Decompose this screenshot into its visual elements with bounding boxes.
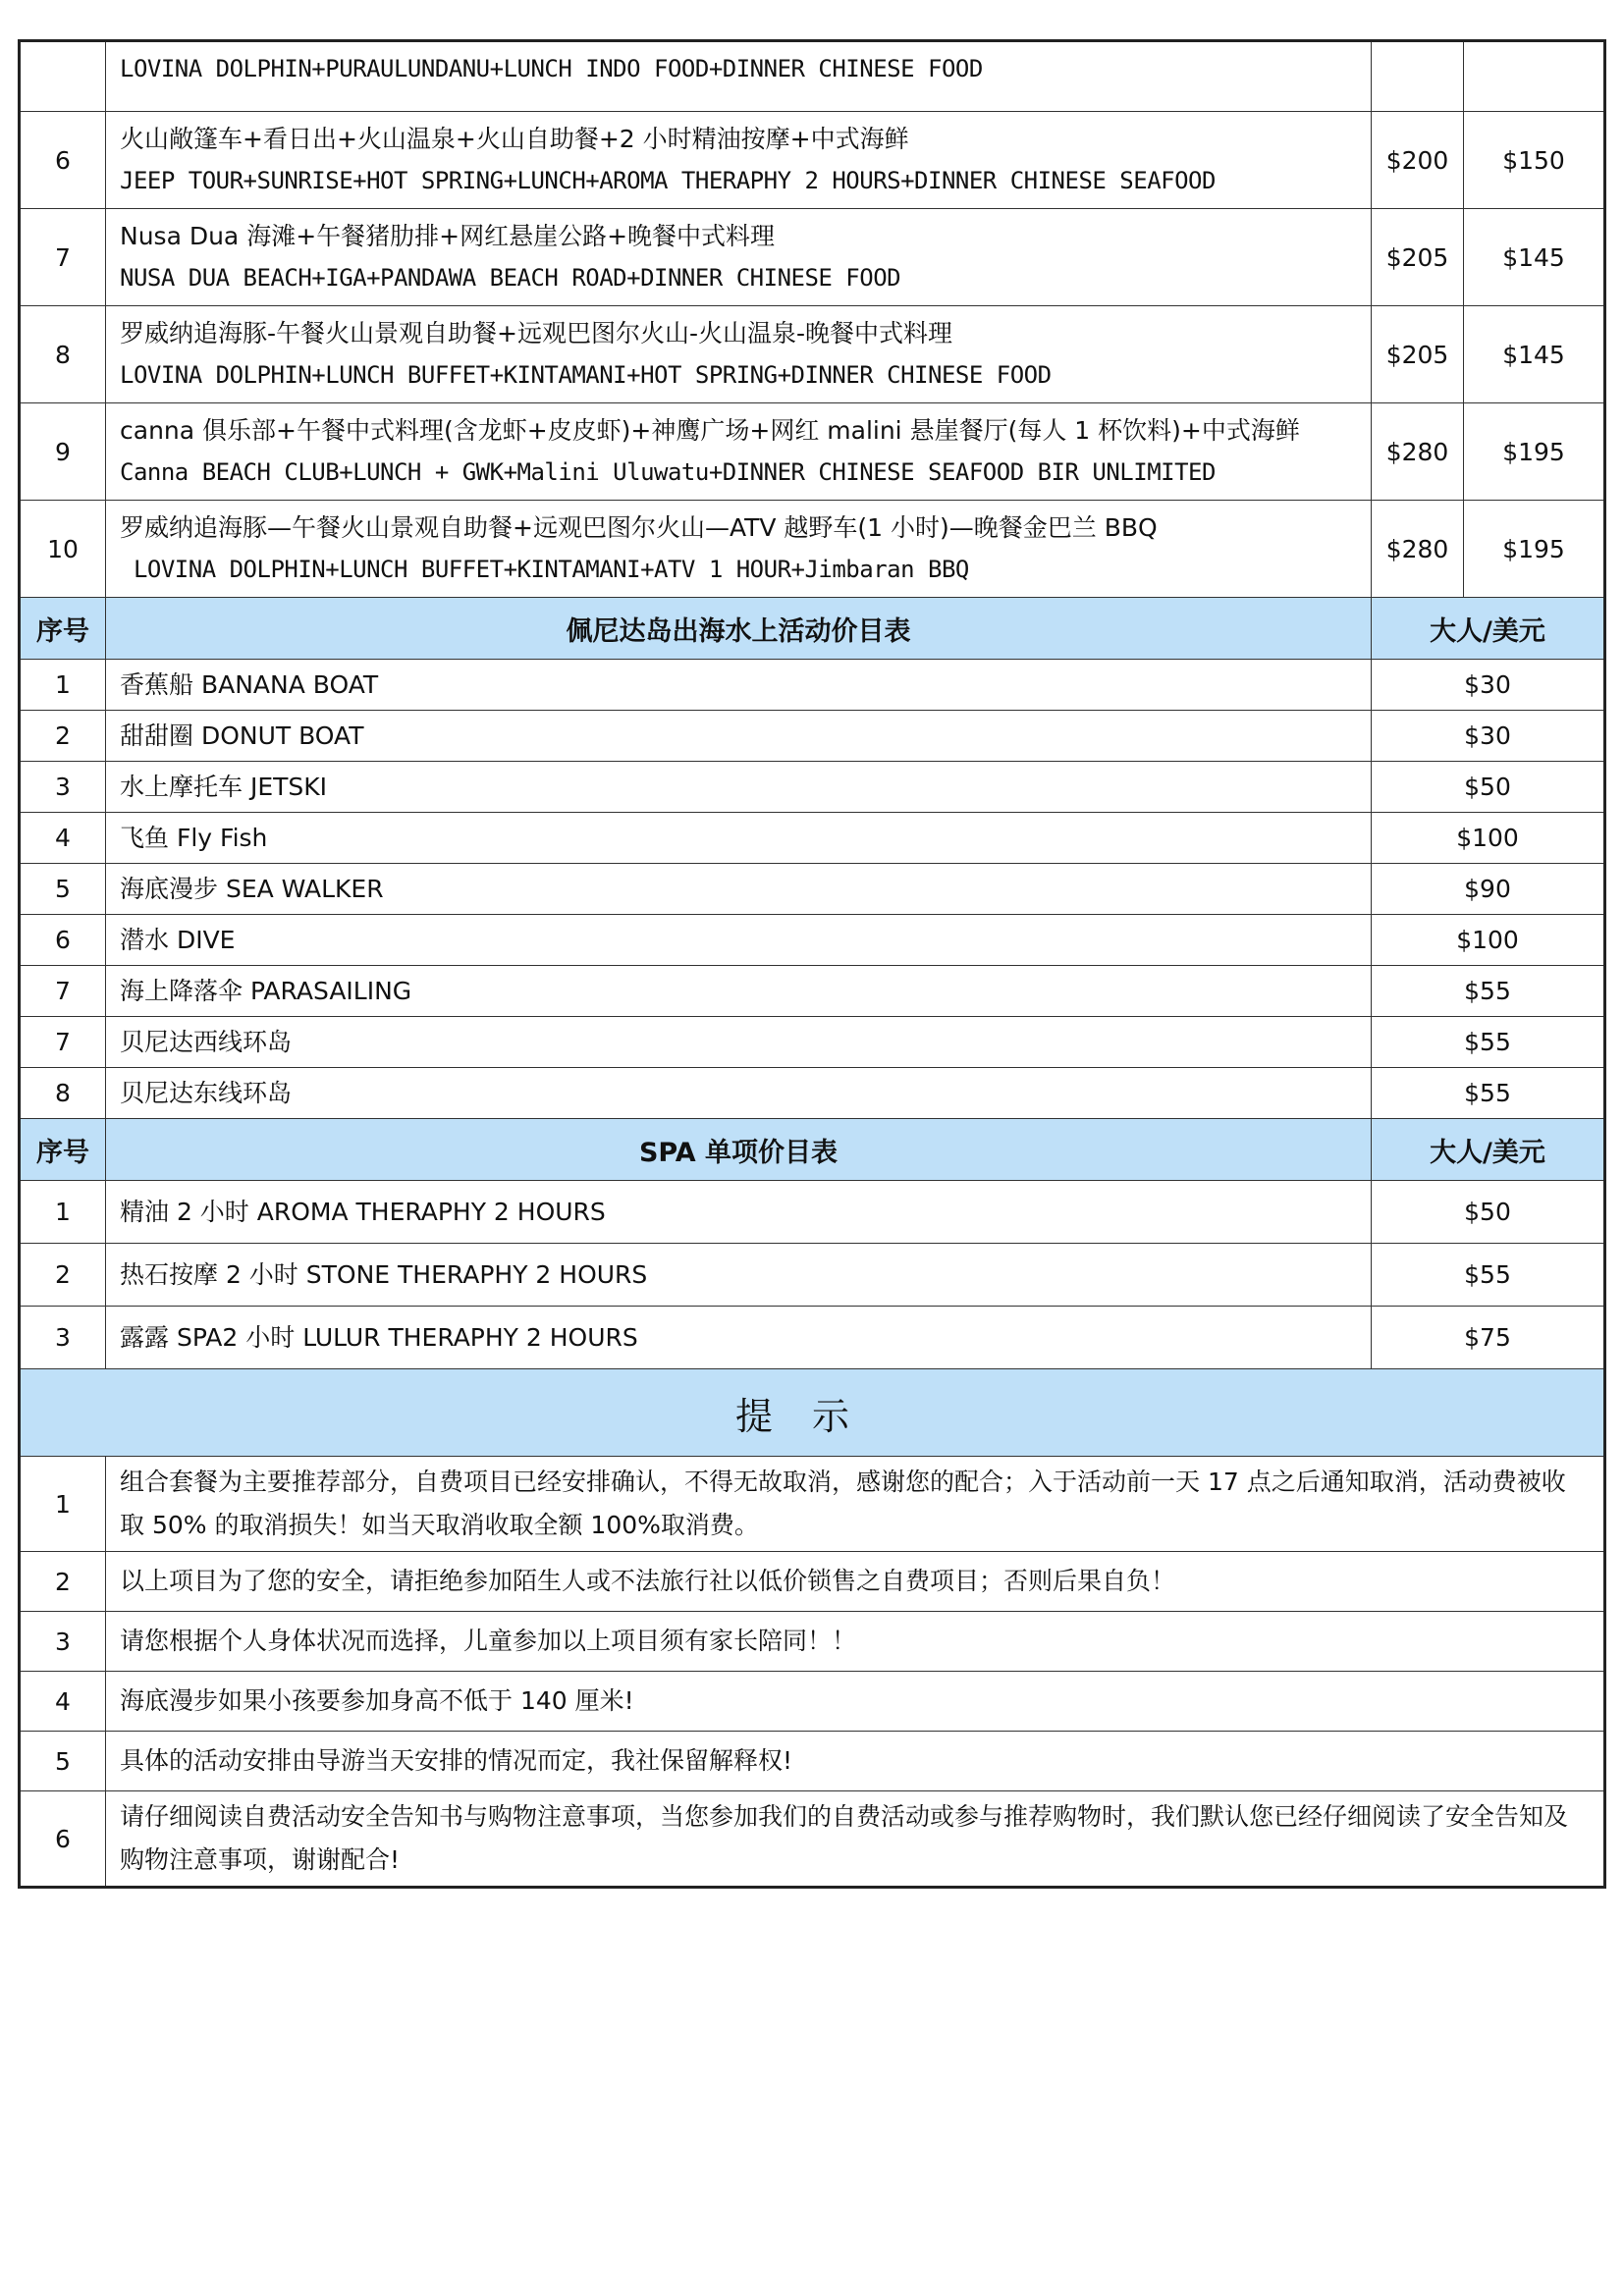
- package-row: [20, 112, 1605, 209]
- package-description: [106, 501, 1372, 598]
- package-child-price: $195: [1464, 403, 1605, 501]
- tip-number: 2: [20, 1552, 106, 1612]
- package-child-price: [1464, 41, 1605, 112]
- package-adult-price: $205: [1372, 306, 1464, 403]
- water-price: $55: [1372, 966, 1605, 1017]
- package-row: [20, 306, 1605, 403]
- tip-number: 3: [20, 1612, 106, 1672]
- package-child-price: $150: [1464, 112, 1605, 209]
- package-row: [20, 209, 1605, 306]
- package-description: [106, 209, 1372, 306]
- tip-text: 请仔细阅读自费活动安全告知书与购物注意事项，当您参加我们的自费活动或参与推荐购物时，我们默认您已经仔细阅读了安全告知及购物注意事项，谢谢配合!: [106, 1791, 1605, 1888]
- spa-header-title: SPA 单项价目表: [106, 1119, 1372, 1181]
- water-number: 1: [20, 660, 106, 711]
- tip-number: 1: [20, 1457, 106, 1552]
- spa-row: [20, 1181, 1605, 1244]
- package-number: 9: [20, 403, 106, 501]
- price-sheet: [18, 39, 1606, 1889]
- water-number: 6: [20, 915, 106, 966]
- water-price: $30: [1372, 660, 1605, 711]
- water-header-number: 序号: [20, 598, 106, 660]
- tip-number: 6: [20, 1791, 106, 1888]
- package-description: [106, 403, 1372, 501]
- package-number: 8: [20, 306, 106, 403]
- package-child-price: $145: [1464, 306, 1605, 403]
- package-en: JEEP TOUR+SUNRISE+HOT SPRING+LUNCH+AROMA THERAPHY 2 HOURS+DINNER CHINESE SEAFOOD: [120, 167, 1216, 194]
- package-cn: 火山敞篷车+看日出+火山温泉+火山自助餐+2 小时精油按摩+中式海鲜: [120, 125, 909, 153]
- tip-number: 5: [20, 1732, 106, 1791]
- spa-item: 露露 SPA2 小时 LULUR THERAPHY 2 HOURS: [106, 1307, 1372, 1369]
- package-adult-price: $200: [1372, 112, 1464, 209]
- water-row: [20, 1068, 1605, 1119]
- water-item: 飞鱼 Fly Fish: [106, 813, 1372, 864]
- spa-price: $75: [1372, 1307, 1605, 1369]
- price-table: [18, 39, 1606, 1889]
- tips-title: 提示: [20, 1369, 1605, 1457]
- spa-item: 热石按摩 2 小时 STONE THERAPHY 2 HOURS: [106, 1244, 1372, 1307]
- water-row: [20, 813, 1605, 864]
- water-header-row: [20, 598, 1605, 660]
- water-number: 5: [20, 864, 106, 915]
- water-item: 贝尼达东线环岛: [106, 1068, 1372, 1119]
- water-row: [20, 762, 1605, 813]
- water-row: [20, 966, 1605, 1017]
- water-number: 3: [20, 762, 106, 813]
- package-child-price: $195: [1464, 501, 1605, 598]
- package-child-price: $145: [1464, 209, 1605, 306]
- package-adult-price: $205: [1372, 209, 1464, 306]
- spa-header-price: 大人/美元: [1372, 1119, 1605, 1181]
- package-en: Canna BEACH CLUB+LUNCH + GWK+Malini Uluwatu+DINNER CHINESE SEAFOOD BIR UNLIMITED: [120, 458, 1216, 486]
- spa-price: $55: [1372, 1244, 1605, 1307]
- spa-number: 3: [20, 1307, 106, 1369]
- water-row: [20, 915, 1605, 966]
- tip-number: 4: [20, 1672, 106, 1732]
- package-number: 6: [20, 112, 106, 209]
- water-price: $50: [1372, 762, 1605, 813]
- tip-text: 具体的活动安排由导游当天安排的情况而定，我社保留解释权!: [106, 1732, 1605, 1791]
- water-row: [20, 864, 1605, 915]
- package-number: [20, 41, 106, 112]
- spa-item: 精油 2 小时 AROMA THERAPHY 2 HOURS: [106, 1181, 1372, 1244]
- water-number: 7: [20, 1017, 106, 1068]
- water-header-title: 佩尼达岛出海水上活动价目表: [106, 598, 1372, 660]
- water-item: 潜水 DIVE: [106, 915, 1372, 966]
- water-price: $55: [1372, 1068, 1605, 1119]
- water-item: 甜甜圈 DONUT BOAT: [106, 711, 1372, 762]
- package-en: LOVINA DOLPHIN+LUNCH BUFFET+KINTAMANI+ATV 1 HOUR+Jimbaran BBQ: [120, 556, 969, 583]
- spa-row: [20, 1307, 1605, 1369]
- water-price: $100: [1372, 813, 1605, 864]
- package-cn: canna 俱乐部+午餐中式料理(含龙虾+皮皮虾)+神鹰广场+网红 malini 悬崖餐厅(每人 1 杯饮料)+中式海鲜: [120, 416, 1300, 445]
- water-item: 水上摩托车 JETSKI: [106, 762, 1372, 813]
- water-number: 4: [20, 813, 106, 864]
- water-number: 2: [20, 711, 106, 762]
- package-adult-price: [1372, 41, 1464, 112]
- package-en: LOVINA DOLPHIN+LUNCH BUFFET+KINTAMANI+HOT SPRING+DINNER CHINESE FOOD: [120, 361, 1052, 389]
- tip-text: 请您根据个人身体状况而选择，儿童参加以上项目须有家长陪同！！: [106, 1612, 1605, 1672]
- spa-number: 2: [20, 1244, 106, 1307]
- water-item: 海底漫步 SEA WALKER: [106, 864, 1372, 915]
- package-cn: 罗威纳追海豚—午餐火山景观自助餐+远观巴图尔火山—ATV 越野车(1 小时)—晚餐金巴兰 BBQ: [120, 513, 1158, 542]
- package-number: 7: [20, 209, 106, 306]
- water-price: $90: [1372, 864, 1605, 915]
- package-row: [20, 403, 1605, 501]
- tip-text: 以上项目为了您的安全，请拒绝参加陌生人或不法旅行社以低价锁售之自费项目；否则后果自负！: [106, 1552, 1605, 1612]
- package-description: [106, 41, 1372, 112]
- tip-row: [20, 1672, 1605, 1732]
- package-description: [106, 112, 1372, 209]
- water-price: $30: [1372, 711, 1605, 762]
- tip-row: [20, 1732, 1605, 1791]
- water-price: $55: [1372, 1017, 1605, 1068]
- package-adult-price: $280: [1372, 403, 1464, 501]
- spa-price: $50: [1372, 1181, 1605, 1244]
- tip-row: [20, 1791, 1605, 1888]
- tip-text: 组合套餐为主要推荐部分，自费项目已经安排确认，不得无故取消，感谢您的配合；入于活动前一天 17 点之后通知取消，活动费被收取 50% 的取消损失！如当天取消收取全额 100%取消费。: [106, 1457, 1605, 1552]
- water-number: 7: [20, 966, 106, 1017]
- spa-header-number: 序号: [20, 1119, 106, 1181]
- package-row: [20, 501, 1605, 598]
- tip-row: [20, 1552, 1605, 1612]
- water-price: $100: [1372, 915, 1605, 966]
- spa-number: 1: [20, 1181, 106, 1244]
- package-cn: 罗威纳追海豚-午餐火山景观自助餐+远观巴图尔火山-火山温泉-晚餐中式料理: [120, 319, 953, 347]
- package-adult-price: $280: [1372, 501, 1464, 598]
- tip-row: [20, 1612, 1605, 1672]
- water-row: [20, 660, 1605, 711]
- spa-row: [20, 1244, 1605, 1307]
- package-number: 10: [20, 501, 106, 598]
- tip-text: 海底漫步如果小孩要参加身高不低于 140 厘米!: [106, 1672, 1605, 1732]
- package-row: [20, 41, 1605, 112]
- package-en: LOVINA DOLPHIN+PURAULUNDANU+LUNCH INDO FOOD+DINNER CHINESE FOOD: [120, 55, 983, 82]
- package-en: NUSA DUA BEACH+IGA+PANDAWA BEACH ROAD+DINNER CHINESE FOOD: [120, 264, 901, 292]
- water-number: 8: [20, 1068, 106, 1119]
- spa-header-row: [20, 1119, 1605, 1181]
- tips-title-row: [20, 1369, 1605, 1457]
- water-item: 海上降落伞 PARASAILING: [106, 966, 1372, 1017]
- water-header-price: 大人/美元: [1372, 598, 1605, 660]
- water-item: 香蕉船 BANANA BOAT: [106, 660, 1372, 711]
- package-description: [106, 306, 1372, 403]
- package-cn: Nusa Dua 海滩+午餐猪肋排+网红悬崖公路+晚餐中式料理: [120, 222, 776, 250]
- water-item: 贝尼达西线环岛: [106, 1017, 1372, 1068]
- water-row: [20, 711, 1605, 762]
- water-row: [20, 1017, 1605, 1068]
- tip-row: [20, 1457, 1605, 1552]
